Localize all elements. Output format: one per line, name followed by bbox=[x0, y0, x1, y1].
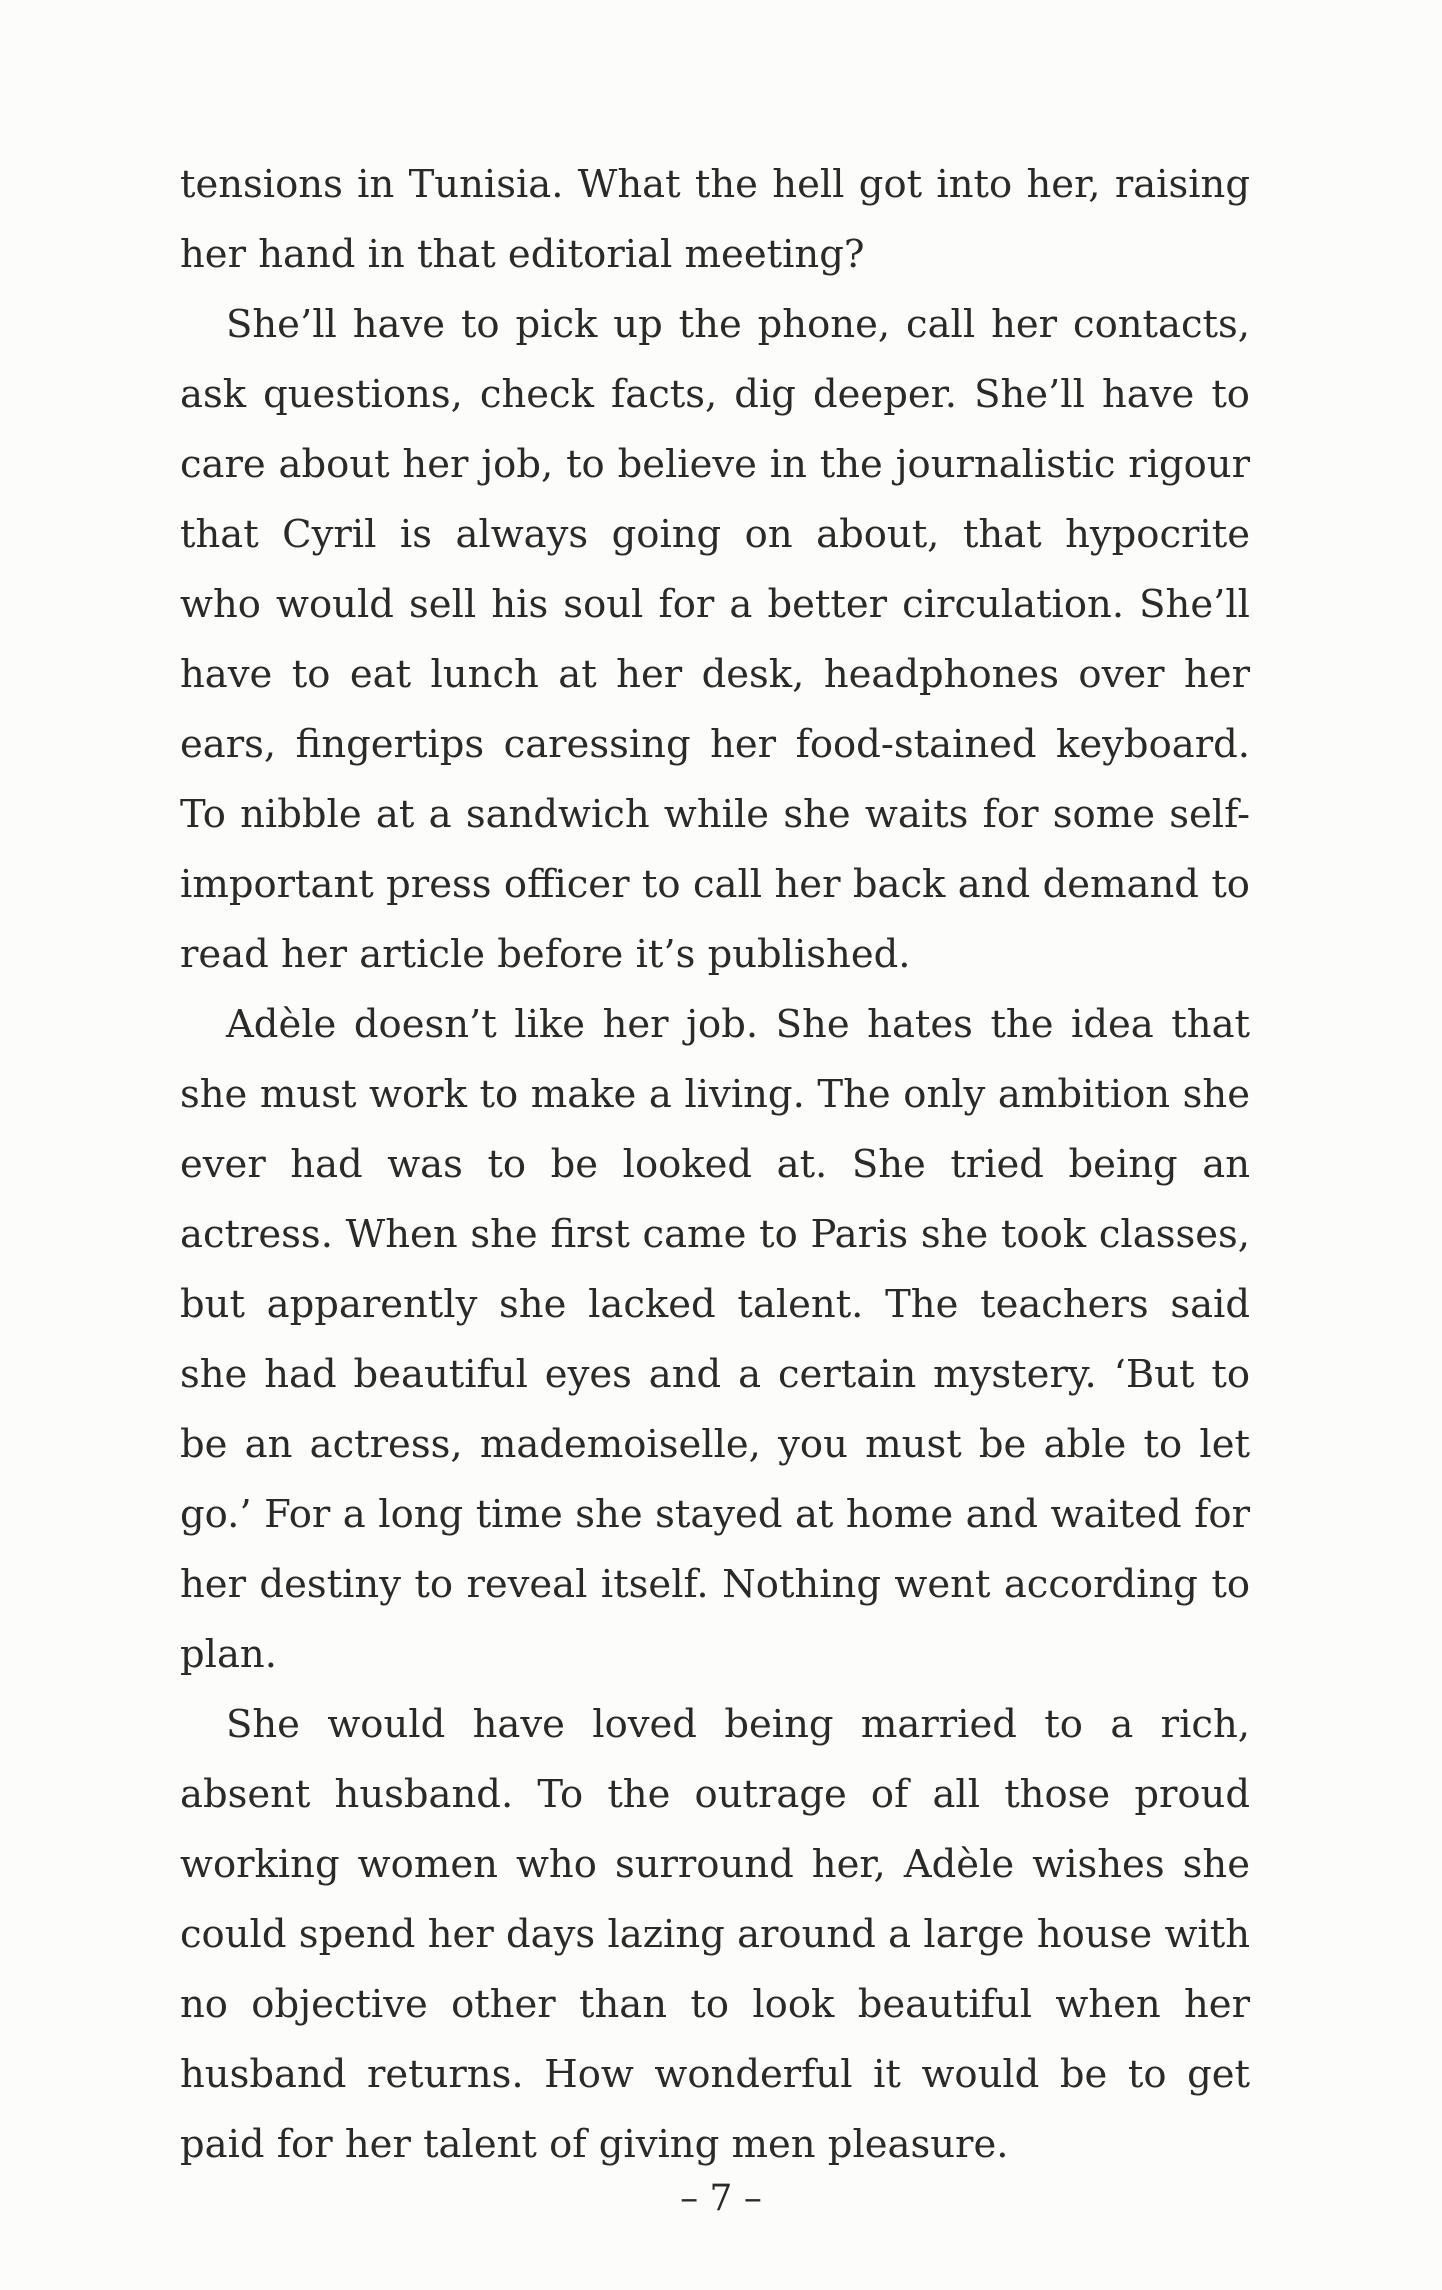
paragraph: She’ll have to pick up the phone, call her contacts, ask questions, check facts, dig deeper. She’ll have to care about her job, to believe in the journalistic rigour that Cyril is always going on about, that hypocrite who would sell his soul for a better circulation. She’ll have to eat lunch at her desk, headphones over her ears, fingertips caressing her food-stained keyboard. To nibble at a sandwich while she waits for some self-important press officer to call her back and demand to read her article before it’s published. bbox=[180, 302, 1250, 977]
page-number: – 7 – bbox=[680, 2178, 762, 2219]
paragraph: She would have loved being married to a rich, absent husband. To the outrage of all those proud working women who surround her, Adèle wishes she could spend her days lazing around a large house with no objective other than to look beautiful when her husband returns. How wonderful it would be to get paid for her talent of giving men pleasure. bbox=[180, 1702, 1250, 2167]
body-text bbox=[180, 150, 1250, 2180]
paragraph-continuation: tensions in Tunisia. What the hell got into her, raising her hand in that editorial meeting? bbox=[180, 162, 1250, 277]
paragraph: Adèle doesn’t like her job. She hates the idea that she must work to make a living. The only ambition she ever had was to be looked at. She tried being an actress. When she first came to Paris she took classes, but apparently she lacked talent. The teachers said she had beautiful eyes and a certain mystery. ‘But to be an actress, mademoiselle, you must be able to let go.’ For a long time she stayed at home and waited for her destiny to reveal itself. Nothing went according to plan. bbox=[180, 1002, 1250, 1677]
